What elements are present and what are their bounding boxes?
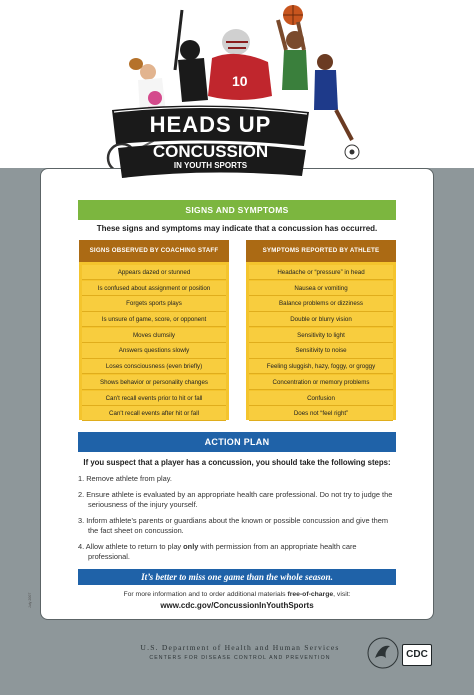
baseball-glove-icon <box>129 58 143 70</box>
website-link[interactable]: www.cdc.gov/ConcussionInYouthSports <box>160 601 314 610</box>
list-item: Can't recall events after hit or fall <box>82 406 226 421</box>
list-item: Concentration or memory problems <box>249 375 393 390</box>
action-plan-banner: ACTION PLAN <box>78 432 396 452</box>
list-item: Balance problems or dizziness <box>249 296 393 311</box>
athlete-symptoms-heading: SYMPTOMS REPORTED BY ATHLETE <box>246 240 396 262</box>
list-item: Can't recall events prior to hit or fall <box>82 391 226 406</box>
list-item: Nausea or vomiting <box>249 281 393 296</box>
athlete-symptoms-list <box>246 262 396 421</box>
list-item: Does not “feel right” <box>249 406 393 421</box>
list-item: Shows behavior or personality changes <box>82 375 226 390</box>
coaching-staff-list <box>79 262 229 421</box>
publication-date: July 2007 <box>28 592 32 608</box>
hhs-line: U.S. Department of Health and Human Services <box>140 643 340 652</box>
tagline-banner: It’s better to miss one game than the whole season. <box>78 569 396 585</box>
signs-intro-text: These signs and symptoms may indicate that a concussion has occurred. <box>96 224 378 233</box>
action-step: 2. Ensure athlete is evaluated by an appropriate health care professional. Do not try to judge the seriousness of the injury yourself. <box>78 490 393 509</box>
list-item: Is unsure of game, score, or opponent <box>82 312 226 327</box>
more-info-text: For more information and to order additional materials free-of-charge, visit: <box>123 591 351 598</box>
logo-line-1: HEADS UP <box>149 112 272 137</box>
list-item: Appears dazed or stunned <box>82 265 226 280</box>
cdc-logo: CDC <box>402 644 432 666</box>
list-item: Double or blurry vision <box>249 312 393 327</box>
list-item: Answers questions slowly <box>82 343 226 358</box>
logo-text <box>108 104 313 182</box>
action-step: 1. Remove athlete from play. <box>78 474 172 483</box>
list-item: Sensitivity to light <box>249 328 393 343</box>
action-steps-list <box>78 474 398 568</box>
list-item: Feeling sluggish, hazy, foggy, or groggy <box>249 359 393 374</box>
hhs-footer <box>120 643 360 661</box>
coaching-staff-heading: SIGNS OBSERVED BY COACHING STAFF <box>79 240 229 262</box>
list-item: Is confused about assignment or position <box>82 281 226 296</box>
list-item: Confusion <box>249 391 393 406</box>
list-item: Headache or “pressure” in head <box>249 265 393 280</box>
coaching-staff-column <box>79 240 229 420</box>
list-item: Forgets sports plays <box>82 296 226 311</box>
cdc-line: CENTERS FOR DISEASE CONTROL AND PREVENTION <box>149 655 331 661</box>
action-step: 3. Inform athlete’s parents or guardians about the known or possible concussion and give them the fact sheet on concussion. <box>78 516 389 535</box>
list-item: Loses consciousness (even briefly) <box>82 359 226 374</box>
hhs-seal-icon <box>366 636 400 670</box>
action-step: 4. Allow athlete to return to play only with permission from an appropriate health care professional. <box>78 542 357 561</box>
logo-line-2: CONCUSSION <box>152 142 269 161</box>
svg-text:10: 10 <box>232 73 248 89</box>
list-item: Sensitivity to noise <box>249 343 393 358</box>
logo-line-3: IN YOUTH SPORTS <box>173 161 248 170</box>
steps-intro-text: If you suspect that a player has a concussion, you should take the following steps: <box>83 458 391 467</box>
signs-symptoms-banner: SIGNS AND SYMPTOMS <box>78 200 396 220</box>
list-item: Moves clumsily <box>82 328 226 343</box>
athlete-symptoms-column <box>246 240 396 420</box>
